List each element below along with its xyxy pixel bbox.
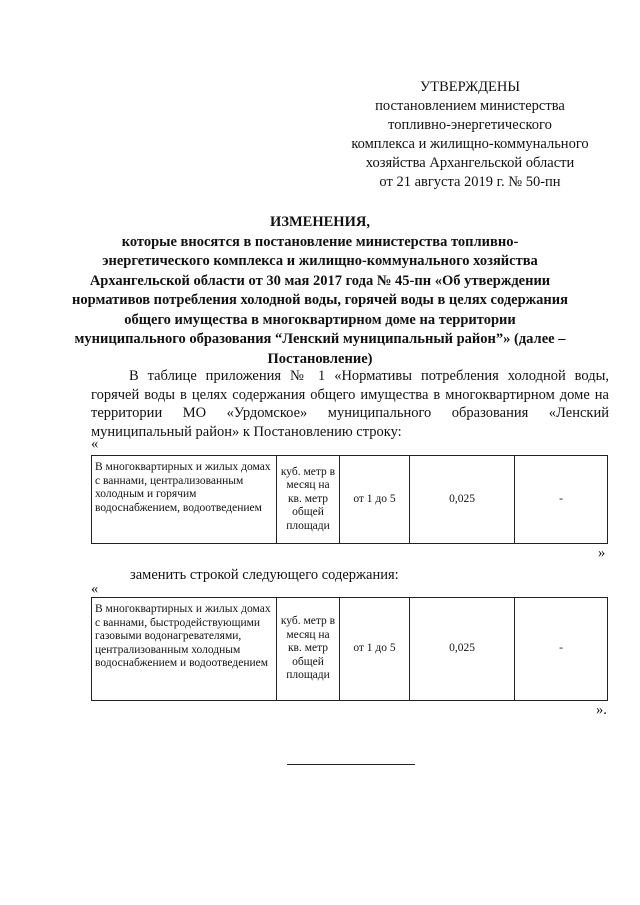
- close-quote-1: »: [598, 545, 606, 561]
- old-row-table: [91, 455, 608, 544]
- approval-line: комплекса и жилищно-коммунального: [351, 136, 589, 152]
- body-paragraph: В таблице приложения № 1 «Нормативы потребления холодной воды, горячей воды в целях содержания общего имущества в многоквартирном доме на территории МО «Урдомское» муниципального образования «Ленский муниципальный район» к Постановлению строку:: [91, 368, 609, 440]
- approval-line: постановлением министерства: [375, 98, 565, 114]
- cell-unit: куб. метр в месяц на кв. метр общей площади: [277, 456, 340, 544]
- separator-line: [287, 764, 415, 765]
- cell-extra: -: [515, 598, 608, 701]
- approval-line: топливно-энергетического: [388, 117, 552, 133]
- approval-block: [330, 78, 610, 192]
- table-row: [92, 456, 608, 544]
- approval-line: хозяйства Архангельской области: [365, 155, 575, 171]
- close-quote-2: ».: [596, 702, 607, 718]
- cell-value: 0,025: [410, 456, 515, 544]
- cell-description: В многоквартирных и жилых домах с ваннами, быстродействующими газовыми водонагревателями, централизованным холодным водоснабжением и водоотведением: [92, 598, 277, 701]
- cell-value: 0,025: [410, 598, 515, 701]
- cell-description: В многоквартирных и жилых домах с ваннами, централизованным холодным и горячим водоснабжением, водоотведением: [92, 456, 277, 544]
- open-quote-1: «: [91, 436, 99, 452]
- document-subtitle: которые вносятся в постановление министерства топливно-энергетического комплекса и жилищно-коммунального хозяйства Архангельской области от 30 мая 2017 года № 45-пн «Об утверждении нормативов потребления холодной воды, горячей воды в целях содержания общего имущества в многоквартирном доме на территории муниципального образования “Ленский муниципальный район”» (далее – Постановление): [72, 233, 568, 367]
- cell-extra: -: [515, 456, 608, 544]
- new-row-table: [91, 597, 608, 701]
- cell-floors: от 1 до 5: [340, 598, 410, 701]
- approval-line: УТВЕРЖДЕНЫ: [419, 79, 521, 95]
- document-heading: [70, 213, 570, 369]
- replace-instruction: заменить строкой следующего содержания:: [130, 567, 399, 583]
- cell-floors: от 1 до 5: [340, 456, 410, 544]
- approval-line: от 21 августа 2019 г. № 50-пн: [379, 174, 561, 190]
- table-row: [92, 598, 608, 701]
- document-title: ИЗМЕНЕНИЯ,: [270, 214, 370, 230]
- open-quote-2: «: [91, 581, 99, 597]
- cell-unit: куб. метр в месяц на кв. метр общей площади: [277, 598, 340, 701]
